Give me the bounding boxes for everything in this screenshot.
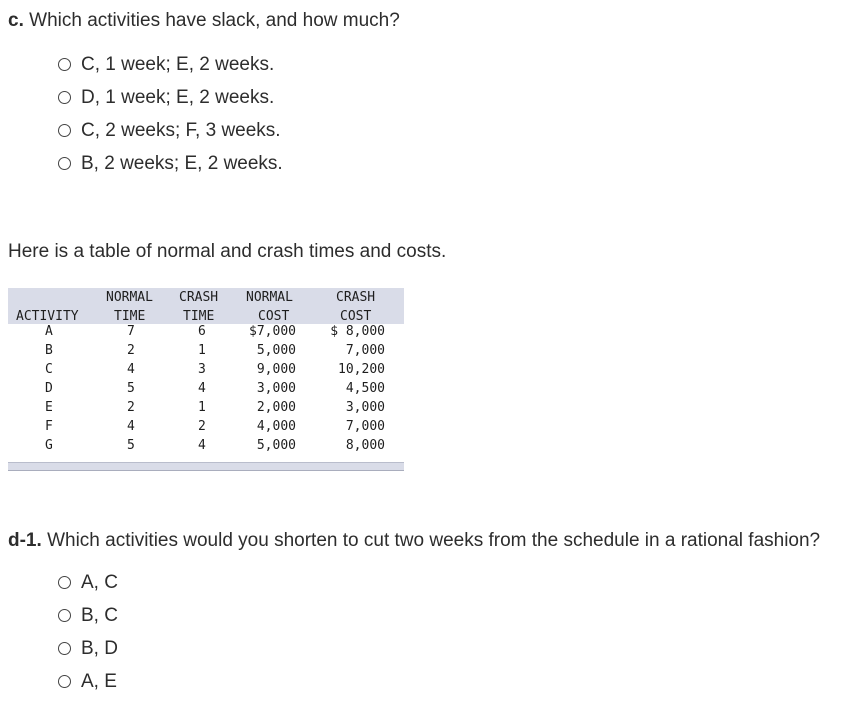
header-crash-cost-2: COST (340, 309, 372, 324)
header-normal-cost-2: COST (258, 309, 290, 324)
cell-crash-cost: 4,500 (345, 381, 385, 396)
radio-icon[interactable] (58, 609, 71, 622)
table-row (8, 324, 404, 343)
cell-crash-cost: 3,000 (345, 400, 385, 415)
header-crash-time-1: CRASH (179, 290, 219, 305)
cell-normal-cost: 5,000 (256, 438, 296, 453)
option-label: B, D (81, 637, 118, 659)
option-c-2[interactable] (58, 81, 283, 114)
header-normal-time-2: TIME (114, 309, 146, 324)
cell-crash-cost: 7,000 (345, 343, 385, 358)
cell-crash-time: 1 (198, 400, 206, 415)
cell-activity: E (45, 400, 53, 415)
cell-crash-cost: 8,000 (345, 438, 385, 453)
cell-crash-cost: $ 8,000 (330, 324, 385, 339)
question-d1-label: d-1. (8, 530, 42, 551)
cell-activity: D (45, 381, 53, 396)
option-label: C, 1 week; E, 2 weeks. (81, 53, 275, 75)
option-d1-4[interactable] (58, 665, 118, 698)
cell-normal-cost: $7,000 (249, 324, 296, 339)
option-c-4[interactable] (58, 147, 283, 180)
option-c-1[interactable] (58, 48, 283, 81)
table-row (8, 343, 404, 362)
cell-normal-time: 5 (127, 381, 135, 396)
cell-normal-cost: 5,000 (256, 343, 296, 358)
radio-icon[interactable] (58, 58, 71, 71)
table-header (8, 288, 404, 324)
cell-normal-time: 4 (127, 362, 135, 377)
radio-icon[interactable] (58, 124, 71, 137)
cell-crash-time: 3 (198, 362, 206, 377)
question-c-label: c. (8, 10, 24, 31)
question-d1-title (8, 530, 820, 552)
cell-crash-time: 4 (198, 381, 206, 396)
header-activity: ACTIVITY (16, 309, 79, 324)
cell-normal-cost: 3,000 (256, 381, 296, 396)
cell-activity: G (45, 438, 53, 453)
cell-crash-time: 1 (198, 343, 206, 358)
cell-normal-cost: 2,000 (256, 400, 296, 415)
header-normal-cost-1: NORMAL (246, 290, 293, 305)
table-row (8, 362, 404, 381)
option-label: A, E (81, 670, 117, 692)
header-normal-time-1: NORMAL (106, 290, 153, 305)
cell-activity: B (45, 343, 53, 358)
option-d1-1[interactable] (58, 566, 118, 599)
cell-normal-time: 4 (127, 419, 135, 434)
radio-icon[interactable] (58, 642, 71, 655)
radio-icon[interactable] (58, 157, 71, 170)
table-footer-bar (8, 462, 404, 471)
table-row (8, 438, 404, 457)
header-crash-cost-1: CRASH (336, 290, 376, 305)
question-c-text: Which activities have slack, and how much? (29, 10, 400, 31)
option-label: B, C (81, 604, 118, 626)
cell-normal-time: 2 (127, 400, 135, 415)
radio-icon[interactable] (58, 91, 71, 104)
radio-icon[interactable] (58, 675, 71, 688)
question-d1-options (58, 566, 118, 698)
table-row (8, 419, 404, 438)
option-label: C, 2 weeks; F, 3 weeks. (81, 119, 281, 141)
cell-normal-time: 7 (127, 324, 135, 339)
cell-crash-time: 6 (198, 324, 206, 339)
option-label: B, 2 weeks; E, 2 weeks. (81, 152, 283, 174)
table-row (8, 381, 404, 400)
header-crash-time-2: TIME (183, 309, 215, 324)
cell-activity: F (45, 419, 53, 434)
cell-crash-cost: 7,000 (345, 419, 385, 434)
cell-crash-time: 2 (198, 419, 206, 434)
cell-normal-time: 5 (127, 438, 135, 453)
option-label: D, 1 week; E, 2 weeks. (81, 86, 275, 108)
cell-normal-time: 2 (127, 343, 135, 358)
table-row (8, 400, 404, 419)
cost-table (8, 288, 404, 471)
option-d1-3[interactable] (58, 632, 118, 665)
cell-normal-cost: 9,000 (256, 362, 296, 377)
question-c-title (8, 10, 400, 32)
cell-activity: C (45, 362, 53, 377)
cell-crash-cost: 10,200 (338, 362, 385, 377)
question-d1-text: Which activities would you shorten to cut two weeks from the schedule in a rational fashion? (47, 530, 821, 551)
option-c-3[interactable] (58, 114, 283, 147)
question-c-options (58, 48, 283, 180)
table-body (8, 324, 404, 462)
cell-normal-cost: 4,000 (256, 419, 296, 434)
radio-icon[interactable] (58, 576, 71, 589)
cell-crash-time: 4 (198, 438, 206, 453)
intro-text: Here is a table of normal and crash times and costs. (8, 241, 447, 262)
option-d1-2[interactable] (58, 599, 118, 632)
cell-activity: A (45, 324, 53, 339)
option-label: A, C (81, 571, 118, 593)
